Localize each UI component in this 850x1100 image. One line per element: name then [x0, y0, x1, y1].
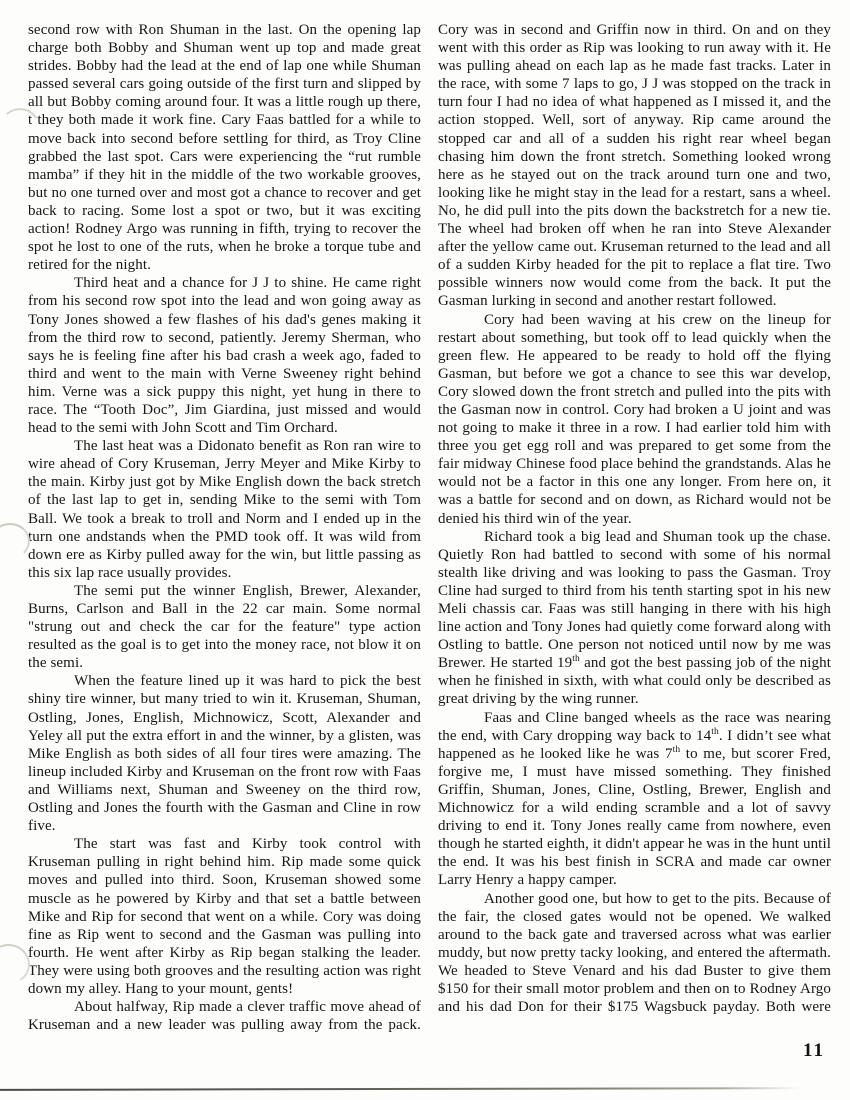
- scan-artifact: [0, 196, 10, 240]
- paragraph: The last heat was a Didonato benefit as Ron ran wire to wire ahead of Cory Kruseman, Jerry Meyer and Mike Kirby to the main. Kirby just got by Mike English down the back stretch of the last lap to get in, sending Mike to the semi with Tom Ball. We took a break to troll and Norm and I ended up in the turn one andstands when the PMD took off. It was wild from down ere as Kirby pulled away for the win, but little passing as this six lap race usually provides.: [28, 438, 421, 581]
- scan-artifact: [0, 523, 30, 559]
- paragraph: Faas and Cline banged wheels as the race was nearing the end, with Cary dropping way back to 14th. I didn’t see what happened as he looked like he was 7th to me, but scorer Fred, forgive me, I must have missed something. They finished Griffin, Shuman, Jones, Cline, Ostling, Brewer, English and Michnowicz for a wild ending scramble and a lot of savvy driving to end it. Tony Jones really came from nowhere, even though he started eighth, it didn't appear he was in the hunt until the end. It was his best finish in SCRA and made car owner Larry Henry a happy camper.: [438, 709, 831, 889]
- paragraph: Third heat and a chance for J J to shine. He came right from his second row spot into the lead and won going away as Tony Jones showed a few flashes of his dad's genes making it from the third row to second, patiently. Jeremy Sherman, who says he is feeling fine after his bad crash a week ago, faded to third and went to the main with Verne Sweeney right behind him. Verne was a sick puppy this night, yet hung in there to race. The “Tooth Doc”, Jim Giardina, just missed and would head to the semi with John Scott and Tim Orchard.: [28, 275, 421, 437]
- paragraph: Richard took a big lead and Shuman took up the chase. Quietly Ron had battled to second with some of his normal stealth like driving and was looking to pass the Gasman. Troy Cline had surged to third from his tenth starting spot in his new Meli chassis car. Faas was still hanging in there with his high line action and Tony Jones had quietly come forward along with Ostling to battle. One person not noticed until now by me was Brewer. He started 19th and got the best passing job of the night when he finished in sixth, with what could only be described as great driving by the wing runner.: [438, 528, 831, 708]
- paragraph: When the feature lined up it was hard to pick the best shiny tire winner, but many tried to win it. Kruseman, Shuman, Ostling, Jones, English, Michnowicz, Scott, Alexander and Yeley all put the extra effort in and the winner, by a glisten, was Mike English as both sides of all four tires were amazing. The lineup included Kirby and Kruseman on the front row with Faas and Williams next, Shuman and Sweeney on the third row, Ostling and Jones the fourth with the Gasman and Cline in row five.: [28, 673, 421, 835]
- paragraph: About halfway, Rip made a clever traffic move ahead of Kruseman and a new leader was pulling away from the pack.: [28, 999, 421, 1034]
- bottom-scan-line: [0, 1087, 800, 1091]
- paragraph: Another good one, but how to get to the pits. Because of the fair, the closed gates would not be opened. We walked around to the back gate and traversed across what was earlier muddy, but now pretty tacky looking, and entered the aftermath. We headed to Steve Venard and his dad Buster to give them $150 for their small motor problem and then on to Rodney Argo and his dad Don for their $175 Wagsbuck payday. Both were: [438, 890, 831, 1016]
- left-column: [28, 21, 421, 1034]
- paragraph: Cory had been waving at his crew on the lineup for restart about something, but took off to lead quickly when the green flew. He appeared to be ready to hold off the flying Gasman, but before we got a chance to see this war develop, Cory slowed down the front stretch and pulled into the pits with the Gasman now in control. Cory had broken a U joint and was not going to make it three in a row. I had earlier told him with three you get egg roll and was prepared to get some from the fair midway Chinese food place behind the grandstands. Alas he would not be a factor in this one any longer. From here on, it was a battle for second and on down, as Richard would not be denied his third win of the year.: [438, 311, 831, 527]
- paragraph: second row with Ron Shuman in the last. On the opening lap charge both Bobby and Shuman went up top and made great strides. Bobby had the lead at the end of lap one while Shuman passed several cars going outside of the first turn and slipped by all but Bobby coming around four. It was a little rough up there, t they both made it work fine. Cary Faas battled for a while to move back into second before settling for third, as Troy Cline grabbed the last spot. Cars were experiencing the “rut rumble mamba” if they hit in the middle of the two workable grooves, but no one turned over and most got a chance to recover and get back to racing. Some lost a spot or two, but it was exciting action! Rodney Argo was running in fifth, trying to recover the spot he lost to one of the ruts, when he broke a torque tube and retired for the night.: [28, 22, 421, 274]
- right-column: [438, 21, 831, 1016]
- page-number: 11: [803, 1040, 825, 1061]
- paragraph: Cory was in second and Griffin now in third. On and on they went with this order as Rip was looking to run away with it. He was pulling ahead on each lap as he made fast tracks. Later in the race, with some 7 laps to go, J J was stopped on the track in turn four I had no idea of what happened as I missed it, and the action stopped. Well, sort of anyway. Rip came around the stopped car and all of a sudden his right rear wheel began chasing him down the front stretch. Something looked wrong here as he stayed out on the track around turn one and two, looking like he might stay in the lead for a restart, sans a wheel. No, he did pull into the pits down the backstretch for a new tie. The wheel had broken off when he ran into Steve Alexander after the yellow came out. Kruseman returned to the lead and all of a sudden Kirby headed for the pit to replace a flat tire. Two possible winners now would come from the back. It put the Gasman lurking in second and another restart followed.: [438, 22, 831, 310]
- paragraph: The start was fast and Kirby took control with Kruseman pulling in right behind him. Rip made some quick moves and pulled into third. Soon, Kruseman showed some muscle as he powered by Kirby and that set a battle between Mike and Rip for second that went on a while. Cory was doing fine as Rip went to second and the Gasman was pulling into fourth. He went after Kirby as Rip began stalking the leader. They were using both grooves and the resulting action was right down my alley. Hang to your mount, gents!: [28, 836, 421, 997]
- paragraph: The semi put the winner English, Brewer, Alexander, Burns, Carlson and Ball in the 22 car main. Some normal "strung out and check the car for the feature" type action resulted as the goal is to get into the money race, not blow it on the semi.: [28, 582, 421, 672]
